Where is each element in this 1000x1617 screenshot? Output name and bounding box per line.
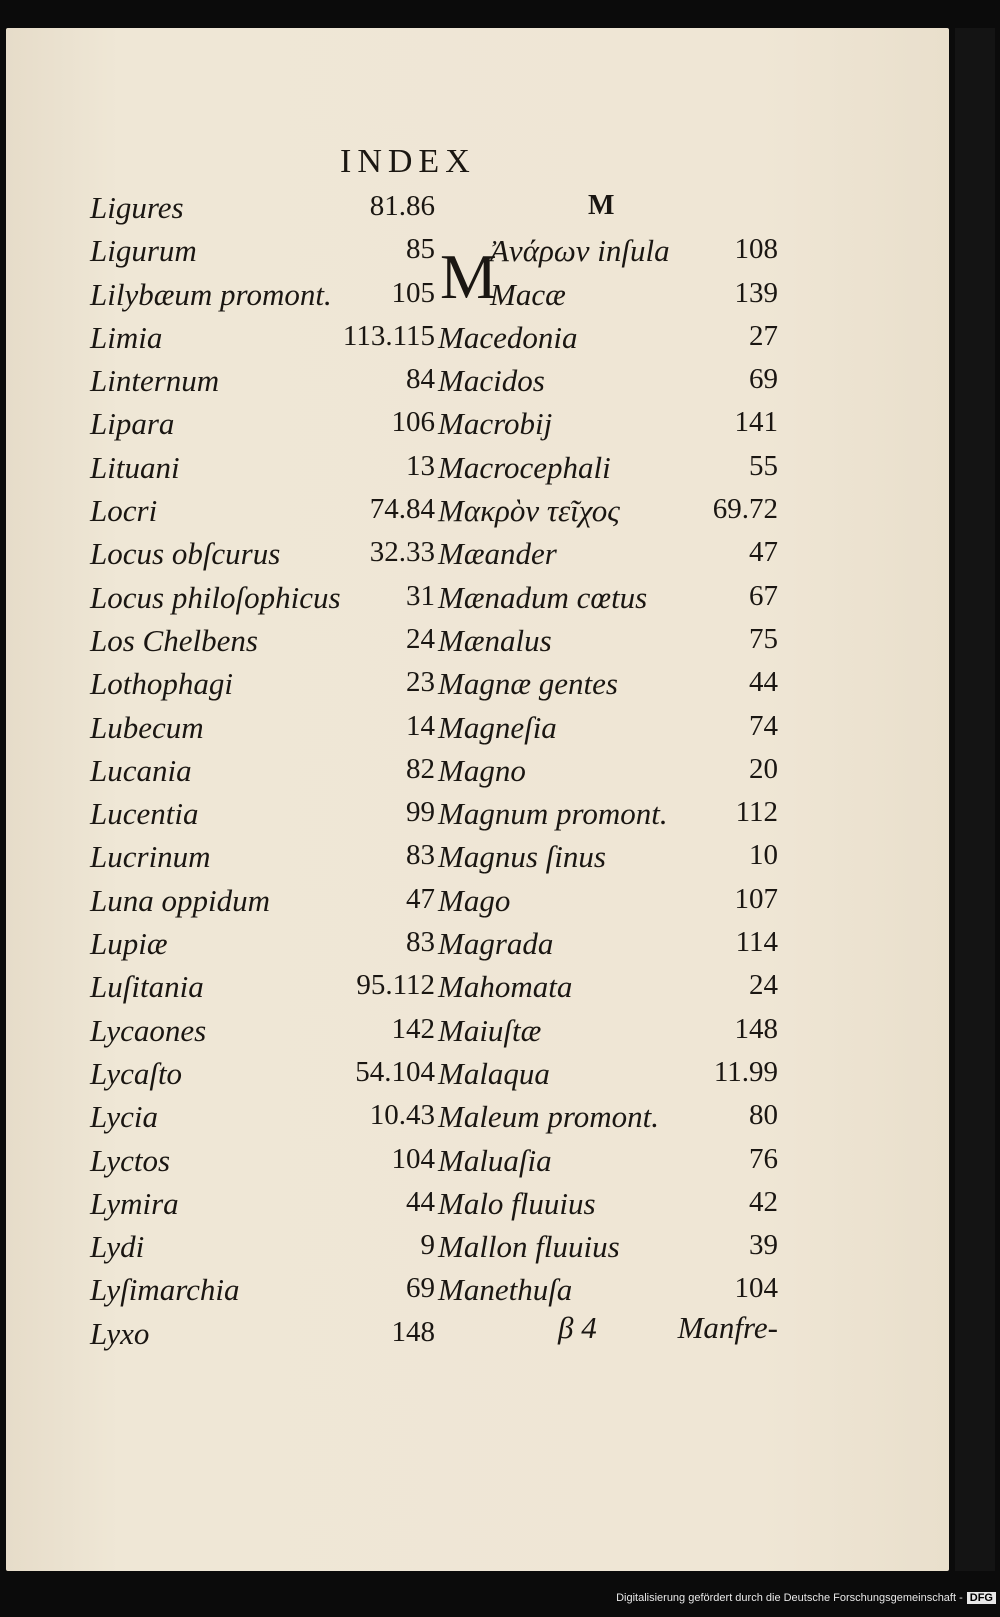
index-entry bbox=[438, 580, 778, 623]
entry-pages: 74 bbox=[749, 709, 778, 742]
index-entry bbox=[438, 623, 778, 666]
index-entry bbox=[90, 710, 435, 753]
entry-term: Locus obſcurus bbox=[90, 536, 281, 572]
index-entry bbox=[90, 406, 435, 449]
entry-pages: 139 bbox=[734, 276, 778, 309]
entry-term: Ligures bbox=[90, 190, 184, 225]
entry-term: Lycaſto bbox=[90, 1055, 183, 1091]
entry-pages: 10.43 bbox=[369, 1099, 435, 1132]
index-entry bbox=[90, 493, 435, 536]
index-entry bbox=[90, 277, 435, 320]
index-entry bbox=[438, 450, 778, 493]
index-entry bbox=[90, 1186, 435, 1229]
entry-term: Mæander bbox=[438, 536, 557, 572]
index-entry bbox=[90, 1056, 435, 1099]
entry-term: Lycaones bbox=[90, 1012, 207, 1048]
entry-pages: 11.99 bbox=[713, 1055, 778, 1088]
entry-pages: 80 bbox=[749, 1099, 778, 1132]
index-entry bbox=[438, 363, 778, 406]
index-entry bbox=[90, 580, 435, 623]
entry-pages: 82 bbox=[406, 752, 435, 785]
entry-term: Manethuſa bbox=[438, 1272, 573, 1308]
index-entry bbox=[90, 1099, 435, 1142]
entry-pages: 104 bbox=[734, 1272, 778, 1305]
entry-term: Luſitania bbox=[90, 969, 204, 1005]
entry-term: Lydi bbox=[90, 1229, 145, 1265]
index-entry bbox=[90, 1143, 435, 1186]
entry-term: Maiuſtæ bbox=[438, 1012, 542, 1048]
entry-term: Magnæ gentes bbox=[438, 666, 618, 702]
entry-pages: 27 bbox=[749, 319, 778, 352]
entry-term: Macæ bbox=[490, 276, 566, 312]
entry-term: Locus philoſophicus bbox=[90, 579, 341, 615]
index-entry bbox=[90, 883, 435, 926]
footer-text: Digitalisierung gefördert durch die Deutsche Forschungsgemeinschaft - bbox=[616, 1592, 963, 1604]
entry-term: Macidos bbox=[438, 363, 545, 399]
entry-pages: 31 bbox=[406, 579, 435, 612]
entry-term: Linternum bbox=[90, 363, 220, 399]
entry-term: Mænadum cœtus bbox=[438, 579, 648, 615]
entry-term: Lyſimarchia bbox=[90, 1272, 240, 1308]
entry-pages: 142 bbox=[391, 1012, 435, 1045]
entry-term: Luna oppidum bbox=[90, 882, 270, 918]
index-entry bbox=[90, 190, 435, 233]
left-index-column bbox=[90, 190, 435, 1359]
index-entry bbox=[90, 969, 435, 1012]
index-entry bbox=[90, 839, 435, 882]
entry-pages: 141 bbox=[734, 406, 778, 439]
index-entry bbox=[90, 1229, 435, 1272]
index-entry bbox=[438, 839, 778, 882]
index-entry bbox=[438, 233, 778, 276]
index-entry bbox=[90, 1272, 435, 1315]
entry-pages: 69 bbox=[406, 1272, 435, 1305]
entry-term: Maluaſia bbox=[438, 1142, 552, 1178]
entry-pages: 67 bbox=[749, 579, 778, 612]
entry-pages: 24 bbox=[406, 622, 435, 655]
entry-pages: 10 bbox=[749, 839, 778, 872]
entry-pages: 47 bbox=[749, 536, 778, 569]
entry-term: Lilybæum promont. bbox=[90, 276, 332, 312]
entry-pages: 83 bbox=[406, 926, 435, 959]
entry-pages: 108 bbox=[734, 233, 778, 266]
entry-pages: 13 bbox=[406, 449, 435, 482]
entry-term: Mahomata bbox=[438, 969, 573, 1005]
entry-term: Los Chelbens bbox=[90, 622, 258, 658]
index-entry bbox=[438, 1143, 778, 1186]
index-entry bbox=[90, 1316, 435, 1359]
index-entry bbox=[438, 190, 778, 233]
index-entry bbox=[438, 536, 778, 579]
index-entry bbox=[438, 406, 778, 449]
index-entry bbox=[438, 1056, 778, 1099]
entry-pages: 44 bbox=[406, 1185, 435, 1218]
entry-pages: 95.112 bbox=[356, 969, 435, 1002]
entry-term: Lituani bbox=[90, 449, 180, 485]
index-entry bbox=[90, 1013, 435, 1056]
entry-pages: 20 bbox=[749, 752, 778, 785]
entry-pages: 148 bbox=[391, 1315, 435, 1348]
entry-pages: 75 bbox=[749, 622, 778, 655]
entry-pages: 39 bbox=[749, 1229, 778, 1262]
index-entry bbox=[90, 536, 435, 579]
index-entry bbox=[438, 969, 778, 1012]
index-entry bbox=[438, 1013, 778, 1056]
index-entry bbox=[438, 753, 778, 796]
index-entry bbox=[90, 753, 435, 796]
entry-term: Maleum promont. bbox=[438, 1099, 659, 1135]
entry-term: Malaqua bbox=[438, 1055, 550, 1091]
entry-pages: 106 bbox=[391, 406, 435, 439]
index-entry bbox=[438, 926, 778, 969]
entry-pages: 85 bbox=[406, 233, 435, 266]
page-foot bbox=[438, 1310, 778, 1354]
entry-term: Lothophagi bbox=[90, 666, 233, 702]
index-entry bbox=[438, 883, 778, 926]
index-entry bbox=[90, 363, 435, 406]
index-entry bbox=[90, 796, 435, 839]
index-entry bbox=[438, 493, 778, 536]
catchword: Manfre- bbox=[677, 1310, 778, 1345]
entry-pages: 42 bbox=[749, 1185, 778, 1218]
signature-mark: β 4 bbox=[558, 1310, 597, 1345]
entry-pages: 24 bbox=[749, 969, 778, 1002]
entry-pages: 99 bbox=[406, 796, 435, 829]
entry-term: Μακρὸν τεῖχος bbox=[438, 493, 620, 529]
entry-term: Malo fluuius bbox=[438, 1185, 596, 1221]
entry-pages: 105 bbox=[391, 276, 435, 309]
entry-pages: 113.115 bbox=[342, 319, 435, 352]
dfg-logo: DFG bbox=[967, 1592, 996, 1604]
entry-term: Ligurum bbox=[90, 233, 197, 269]
entry-pages: 55 bbox=[749, 449, 778, 482]
digitization-footer bbox=[0, 1592, 996, 1604]
entry-term: Lyctos bbox=[90, 1142, 171, 1178]
index-entry bbox=[438, 796, 778, 839]
index-entry bbox=[438, 1186, 778, 1229]
entry-term: Lymira bbox=[90, 1185, 179, 1221]
index-entry bbox=[438, 666, 778, 709]
entry-pages: 47 bbox=[406, 882, 435, 915]
entry-term: Mallon fluuius bbox=[438, 1229, 620, 1265]
entry-term: Macrobij bbox=[438, 406, 553, 442]
entry-pages: 114 bbox=[735, 926, 778, 959]
index-entry bbox=[90, 450, 435, 493]
entry-pages: 69 bbox=[749, 363, 778, 396]
index-entry bbox=[90, 666, 435, 709]
initial-letter: M bbox=[440, 241, 497, 312]
entry-pages: 112 bbox=[735, 796, 778, 829]
entry-term: Macedonia bbox=[438, 319, 578, 355]
entry-pages: 74.84 bbox=[369, 493, 435, 526]
index-entry bbox=[90, 233, 435, 276]
scan-edge bbox=[955, 28, 995, 1571]
index-entry bbox=[90, 623, 435, 666]
entry-pages: 23 bbox=[406, 666, 435, 699]
entry-term: Lucentia bbox=[90, 796, 199, 832]
entry-term: Magneſia bbox=[438, 709, 557, 745]
entry-pages: 107 bbox=[734, 882, 778, 915]
index-entry bbox=[90, 926, 435, 969]
entry-pages: 32.33 bbox=[369, 536, 435, 569]
entry-term: Macrocephali bbox=[438, 449, 611, 485]
section-letter: M bbox=[588, 190, 615, 221]
entry-term: Locri bbox=[90, 493, 158, 529]
entry-pages: 76 bbox=[749, 1142, 778, 1175]
entry-term: Lyxo bbox=[90, 1315, 150, 1351]
entry-pages: 9 bbox=[420, 1229, 435, 1262]
entry-term: Limia bbox=[90, 319, 163, 355]
entry-pages: 148 bbox=[734, 1012, 778, 1045]
entry-pages: 54.104 bbox=[355, 1055, 435, 1088]
entry-pages: 104 bbox=[391, 1142, 435, 1175]
entry-term: Magno bbox=[438, 752, 526, 788]
index-entry bbox=[438, 1229, 778, 1272]
index-entry bbox=[90, 320, 435, 363]
entry-term: Magnum promont. bbox=[438, 796, 668, 832]
right-index-column bbox=[438, 190, 778, 1316]
page-heading: INDEX bbox=[340, 143, 476, 180]
entry-term: Mænalus bbox=[438, 622, 552, 658]
index-entry bbox=[438, 320, 778, 363]
entry-term: Magnus ſinus bbox=[438, 839, 606, 875]
entry-term: Lucrinum bbox=[90, 839, 211, 875]
index-entry bbox=[438, 1099, 778, 1142]
index-entry bbox=[438, 277, 778, 320]
entry-pages: 14 bbox=[406, 709, 435, 742]
entry-term: Mago bbox=[438, 882, 511, 918]
entry-pages: 83 bbox=[406, 839, 435, 872]
entry-pages: 81.86 bbox=[369, 190, 435, 222]
entry-term: Ἀνάρων inſula bbox=[490, 233, 670, 269]
entry-term: Lupiæ bbox=[90, 926, 168, 962]
index-entry bbox=[438, 710, 778, 753]
entry-term: Lucania bbox=[90, 752, 192, 788]
entry-term: Magrada bbox=[438, 926, 554, 962]
entry-pages: 69.72 bbox=[712, 493, 778, 526]
entry-term: Lubecum bbox=[90, 709, 204, 745]
entry-term: Lycia bbox=[90, 1099, 158, 1135]
entry-term: Lipara bbox=[90, 406, 175, 442]
entry-pages: 44 bbox=[749, 666, 778, 699]
entry-pages: 84 bbox=[406, 363, 435, 396]
